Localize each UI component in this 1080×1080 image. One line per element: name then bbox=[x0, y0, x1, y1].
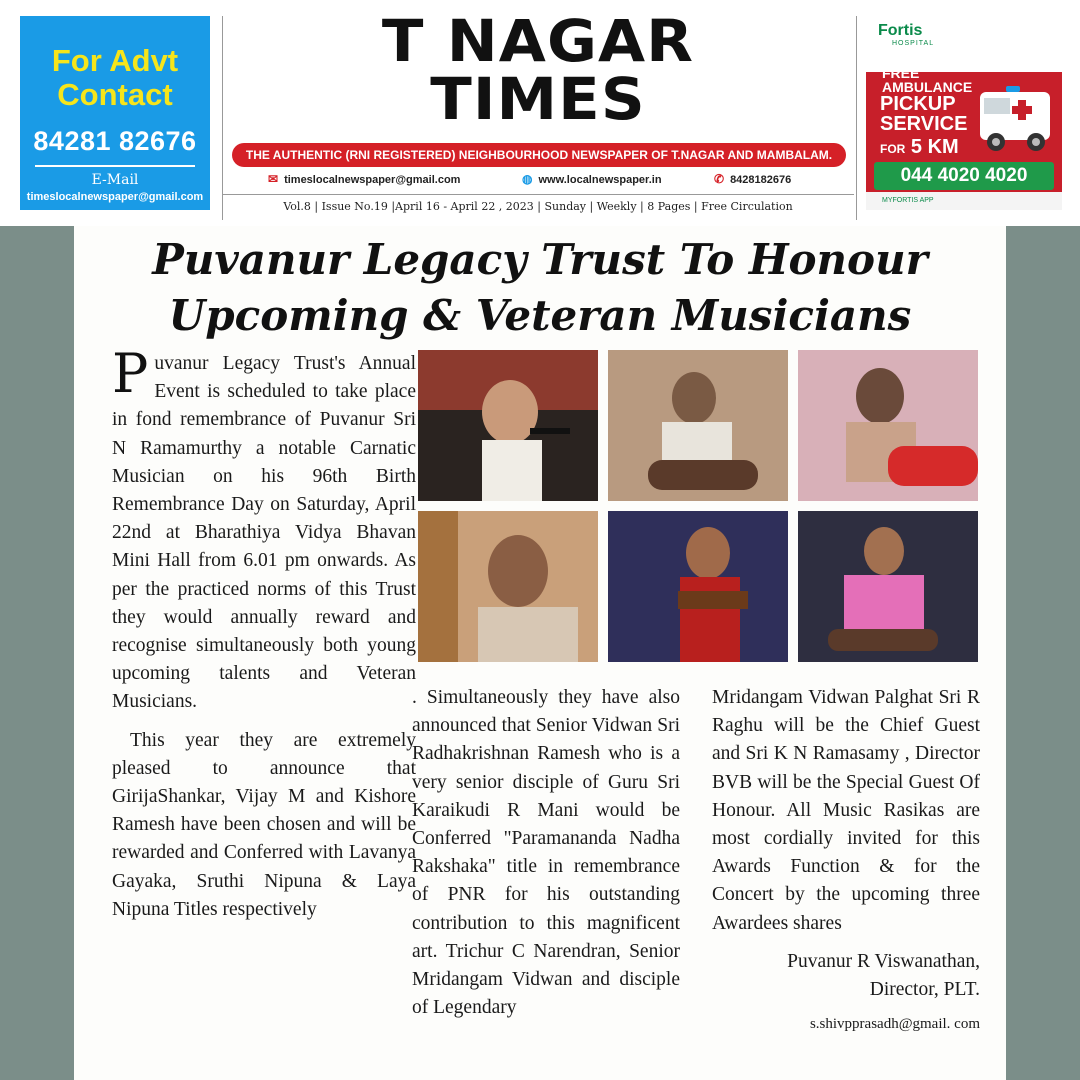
article-headline bbox=[74, 232, 1006, 344]
ad-email: timeslocalnewspaper@gmail.com bbox=[26, 191, 204, 203]
newspaper-title bbox=[206, 7, 870, 133]
phone-icon: ✆ bbox=[714, 172, 725, 186]
photo-speaker bbox=[418, 350, 598, 501]
ad-distance-prefix: FOR bbox=[880, 142, 906, 156]
contact-phone[interactable] bbox=[714, 172, 791, 186]
ad-phone-number[interactable]: 044 4020 4020 bbox=[874, 162, 1054, 190]
fortis-logo-sub: HOSPITAL bbox=[892, 40, 935, 47]
photo-grid bbox=[418, 350, 978, 662]
ad-distance bbox=[880, 136, 959, 160]
tagline: THE AUTHENTIC (RNI REGISTERED) NEIGHBOURHOOD NEWSPAPER OF T.NAGAR AND MAMBALAM. bbox=[232, 143, 846, 167]
divider bbox=[856, 16, 857, 220]
contact-website[interactable] bbox=[522, 172, 662, 186]
ad-service: SERVICE bbox=[880, 113, 968, 135]
contact-email-text: timeslocalnewspaper@gmail.com bbox=[284, 174, 461, 186]
ad-free: FREE bbox=[882, 65, 920, 81]
ad-distance-value: 5 KM bbox=[910, 136, 959, 158]
globe-icon: ◍ bbox=[522, 172, 533, 186]
photo-vocalist bbox=[418, 511, 598, 662]
ad-footer: MYFORTIS APP bbox=[866, 192, 1062, 210]
mail-icon: ✉ bbox=[268, 172, 279, 186]
signature: Puvanur R Viswanathan, Director, PLT. bbox=[787, 950, 980, 1001]
ad-line-1: For Advt bbox=[51, 43, 179, 78]
ambulance-icon bbox=[976, 74, 1056, 158]
advertisement-contact-box bbox=[20, 16, 210, 210]
article-column-1 bbox=[112, 342, 416, 924]
issue-info: Vol.8 | Issue No.19 |April 16 - April 22 , 2023 | Sunday | Weekly | 8 Pages | Free Circulation bbox=[222, 194, 854, 218]
title-line-2: TIMES bbox=[430, 65, 646, 133]
paragraph-4: Mridangam Vidwan Palghat Sri R Raghu will be the Chief Guest and Sri K N Ramasamy , Director BVB will be the Special Guest Of Honour. All Music Rasikas are most cordially invited for this Awards Function & for the Concert by the upcoming three Awardees shares bbox=[712, 687, 980, 934]
paragraph-2: This year they are extremely pleased to announce that GirijaShankar, Vijay M and Kishore Ramesh have been chosen and will be rewarded and Conferred with Lavanya Gayaka, Sruthi Nipuna & Laya Nipuna Titles respectively bbox=[112, 729, 416, 920]
ad-phone: 84281 82676 bbox=[33, 126, 197, 156]
drop-cap: P bbox=[112, 342, 149, 405]
article-column-2 bbox=[412, 684, 680, 1022]
title-line-1: T NAGAR bbox=[381, 7, 695, 75]
photo-mridangam-senior bbox=[798, 350, 978, 501]
ad-line-2: Contact bbox=[57, 77, 173, 112]
contact-phone-text: 8428182676 bbox=[730, 174, 792, 186]
ad-ambulance: AMBULANCE bbox=[882, 79, 973, 95]
photo-mridangam-veteran bbox=[608, 350, 788, 501]
masthead bbox=[0, 0, 1080, 226]
paragraph-3: . Simultaneously they have also announced that Senior Vidwan Sri Radhakrishnan Ramesh who is a very senior disciple of Guru Sri Karaikudi R Mani would be Conferred "Paramananda Nadha Rakshaka" title in remembrance of PNR for his outstanding contribution to this magnificent art. Trichur C Narendran, Senior Mridangam Vidwan and disciple of Legendary bbox=[412, 687, 680, 1019]
contact-row bbox=[232, 170, 846, 188]
contact-email[interactable] bbox=[268, 172, 460, 186]
fortis-ambulance-ad bbox=[866, 16, 1062, 210]
fortis-logo: Fortis bbox=[878, 22, 923, 39]
ad-pickup: PICKUP bbox=[880, 93, 956, 115]
contact-website-text: www.localnewspaper.in bbox=[538, 174, 662, 186]
article bbox=[74, 226, 1006, 1080]
headline-line-2: Upcoming & Veteran Musicians bbox=[168, 291, 912, 340]
paragraph-1-text: uvanur Legacy Trust's Annual Event is scheduled to take place in fond remembrance of Puvanur Sri N Ramamurthy a notable Carnatic Musician on his 96th Birth Remembrance Day on Saturday, April 22nd at Bharathiya Vidya Bhavan Mini Hall from 6.01 pm onwards. As per the practiced norms of this Trust they would annually reward and recognise simultaneously both young upcoming talents and Veteran Musicians. bbox=[112, 353, 416, 713]
paragraph-1 bbox=[112, 342, 416, 717]
photo-percussionist bbox=[798, 511, 978, 662]
ad-divider bbox=[35, 165, 195, 167]
article-column-3 bbox=[712, 684, 980, 1038]
email-credit: s.shivpprasadh@gmail. com bbox=[809, 1016, 980, 1033]
headline-line-1: Puvanur Legacy Trust To Honour bbox=[152, 235, 928, 284]
photo-violinist bbox=[608, 511, 788, 662]
ad-email-label: E-Mail bbox=[91, 172, 139, 188]
